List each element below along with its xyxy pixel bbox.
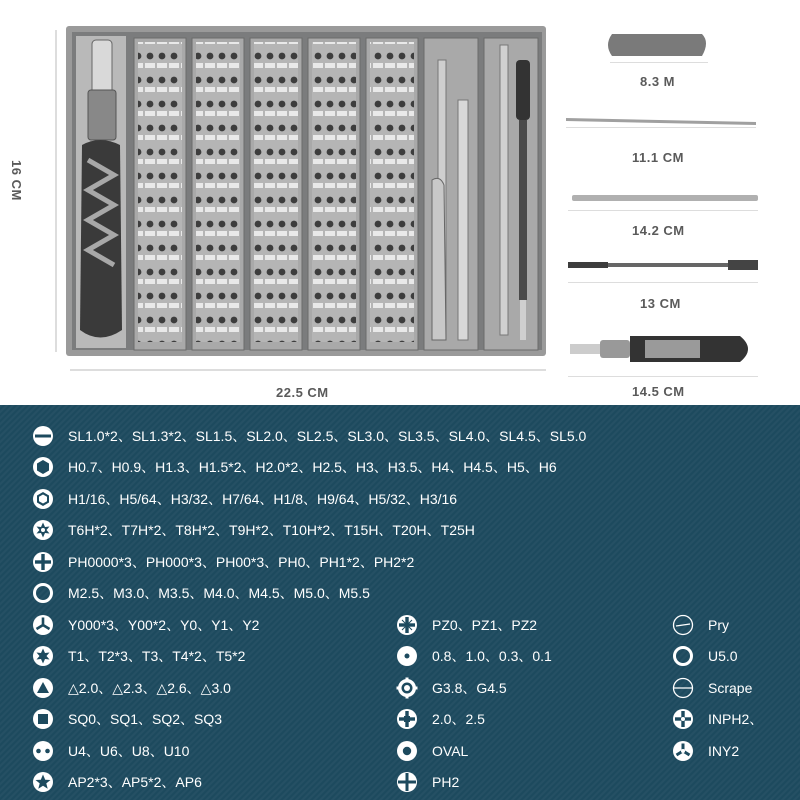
slotted-icon [32, 425, 54, 447]
bit-row-text: G3.8、G4.5 [432, 680, 507, 696]
bit-row-text: △2.0、△2.3、△2.6、△3.0 [68, 680, 231, 696]
bit-row-text: SQ0、SQ1、SQ2、SQ3 [68, 711, 223, 727]
bit-row-text: M2.5、M3.0、M3.5、M4.0、M4.5、M5.0、M5.5 [68, 585, 370, 601]
bit-row-text: INY2 [708, 743, 740, 759]
bit-row-u-ring [672, 645, 738, 667]
iny-icon [672, 740, 694, 762]
bit-row-text: Scrape [708, 680, 753, 696]
bit-row-ph [396, 771, 459, 793]
bit-row-torx [32, 645, 245, 667]
bit-row-text: PH0000*3、PH000*3、PH00*3、PH0、PH1*2、PH2*2 [68, 554, 415, 570]
hex-inch-icon [32, 488, 54, 510]
bit-row-text: PH2 [432, 774, 460, 790]
bit-row-text: H1/16、H5/64、H3/32、H7/64、H1/8、H9/64、H5/32、H3/16 [68, 491, 458, 507]
bit-row-text: 0.8、1.0、0.3、0.1 [432, 648, 552, 664]
bit-list-panel [0, 405, 800, 800]
oval-icon [396, 740, 418, 762]
bit-row-text: OVAL [432, 743, 469, 759]
bit-row-text: U4、U6、U8、U10 [68, 743, 190, 759]
metric-ring-icon [32, 582, 54, 604]
bit-row-text: PZ0、PZ1、PZ2 [432, 617, 538, 633]
torx-icon [32, 645, 54, 667]
ph-cross-icon [396, 771, 418, 793]
bit-row-hex-inch [32, 488, 457, 510]
u-bit-icon [32, 740, 54, 762]
bit-row-torx-security [32, 519, 475, 541]
bit-row-text: 2.0、2.5 [432, 711, 485, 727]
bit-row-metric [32, 582, 370, 604]
bit-row-pin [396, 645, 552, 667]
driver-length: 14.5 CM [632, 384, 685, 399]
bit-row-text: AP2*3、AP5*2、AP6 [68, 774, 202, 790]
pry-bar-length: 8.3 M [640, 74, 676, 89]
square-icon [32, 708, 54, 730]
extension-shaft-length: 13 CM [640, 296, 681, 311]
bit-row-slotted [32, 425, 586, 447]
bit-row-inph [672, 708, 763, 730]
phillips-icon [32, 551, 54, 573]
bit-row-text: T1、T2*3、T3、T4*2、T5*2 [68, 648, 246, 664]
bit-row-tri-wing [32, 614, 259, 636]
inph-icon [672, 708, 694, 730]
bit-row-text: Y000*3、Y00*2、Y0、Y1、Y2 [68, 617, 260, 633]
cross-square-icon [396, 708, 418, 730]
bit-row-phillips [32, 551, 414, 573]
hex-icon [32, 456, 54, 478]
bit-row-hex [32, 456, 557, 478]
bit-row-triangle [32, 677, 231, 699]
tweezers-length: 11.1 CM [632, 150, 684, 165]
torx-security-icon [32, 519, 54, 541]
bit-row-text: T6H*2、T7H*2、T8H*2、T9H*2、T10H*2、T15H、T20H、T25H [68, 522, 475, 538]
bit-row-u [32, 740, 189, 762]
bit-row-pozidriv [396, 614, 537, 636]
bit-row-cross-square [396, 708, 485, 730]
bit-row-text: H0.7、H0.9、H1.3、H1.5*2、H2.0*2、H2.5、H3、H3.5、H4、H4.5、H5、H6 [68, 459, 557, 475]
triangle-icon [32, 677, 54, 699]
gear-icon [396, 677, 418, 699]
bit-row-iny [672, 740, 739, 762]
tri-wing-icon [32, 614, 54, 636]
pozidriv-icon [396, 614, 418, 636]
bit-row-scrape [672, 677, 752, 699]
bit-row-oval [396, 740, 468, 762]
scraper-length: 14.2 CM [632, 223, 685, 238]
bit-row-pentalobe [32, 771, 202, 793]
scrape-icon [672, 677, 694, 699]
bit-row-gear [396, 677, 507, 699]
bit-row-text: U5.0 [708, 648, 738, 664]
pin-icon [396, 645, 418, 667]
pry-icon [672, 614, 694, 636]
bit-row-text: INPH2、 [708, 711, 764, 727]
bit-row-text: SL1.0*2、SL1.3*2、SL1.5、SL2.0、SL2.5、SL3.0、SL3.5、SL4.0、SL4.5、SL5.0 [68, 428, 587, 444]
width-dimension: 22.5 CM [276, 385, 329, 400]
u-ring-icon [672, 645, 694, 667]
bit-row-square [32, 708, 222, 730]
bit-row-text: Pry [708, 617, 729, 633]
pentalobe-icon [32, 771, 54, 793]
height-dimension: 16 CM [9, 160, 24, 201]
bit-row-pry [672, 614, 729, 636]
